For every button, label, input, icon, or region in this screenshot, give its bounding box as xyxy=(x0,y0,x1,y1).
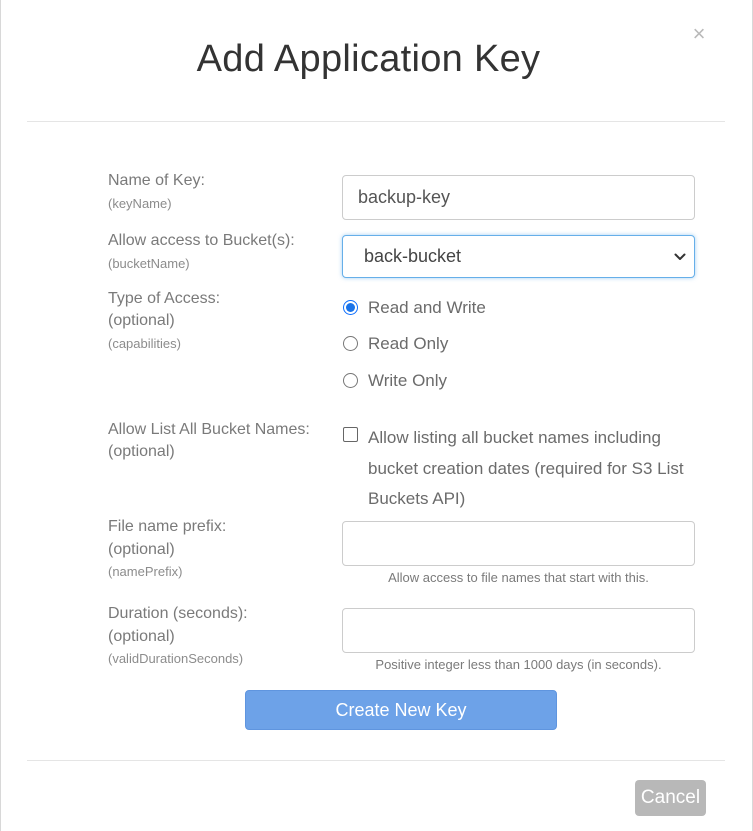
list-all-label: Allow List All Bucket Names: xyxy=(108,421,310,438)
radio-button[interactable] xyxy=(343,373,358,388)
key-name-input[interactable]: backup-key xyxy=(342,175,695,220)
list-all-optional: (optional) xyxy=(108,443,175,460)
header-divider xyxy=(27,121,725,122)
chevron-down-icon xyxy=(674,251,686,263)
radio-label: Read and Write xyxy=(368,298,486,317)
prefix-sublabel: (namePrefix) xyxy=(108,564,183,579)
key-name-label: Name of Key: xyxy=(108,172,205,189)
bucket-sublabel: (bucketName) xyxy=(108,256,190,271)
duration-sublabel: (validDurationSeconds) xyxy=(108,651,244,666)
create-new-key-button[interactable]: Create New Key xyxy=(245,690,557,730)
bucket-select[interactable] xyxy=(342,235,695,278)
close-icon[interactable]: × xyxy=(692,21,706,46)
duration-help-text: Positive integer less than 1000 days (in seconds). xyxy=(375,657,662,672)
bucket-selected-value: back-bucket xyxy=(364,246,462,266)
list-all-checkbox-label[interactable]: Allow listing all bucket names including bucket creation dates (required for S3 List Buckets API) xyxy=(368,428,684,508)
bucket-label: Allow access to Bucket(s): xyxy=(108,232,295,249)
prefix-optional: (optional) xyxy=(108,541,175,558)
key-name-sublabel: (keyName) xyxy=(108,196,172,211)
dialog-title: Add Application Key xyxy=(196,38,541,80)
radio-label: Write Only xyxy=(368,371,448,390)
radio-button[interactable] xyxy=(343,336,358,351)
prefix-input[interactable] xyxy=(342,521,695,566)
radio-button-checked[interactable] xyxy=(343,300,358,315)
footer-divider xyxy=(27,760,725,761)
prefix-help-text: Allow access to file names that start with this. xyxy=(388,570,649,585)
access-label: Type of Access: xyxy=(108,290,221,307)
access-sublabel: (capabilities) xyxy=(108,336,181,351)
radio-label: Read Only xyxy=(368,334,449,353)
list-all-checkbox[interactable] xyxy=(343,427,358,442)
duration-label: Duration (seconds): xyxy=(108,605,248,622)
duration-input[interactable] xyxy=(342,608,695,653)
duration-optional: (optional) xyxy=(108,628,175,645)
access-optional: (optional) xyxy=(108,312,175,329)
prefix-label: File name prefix: xyxy=(108,518,227,535)
cancel-button[interactable]: Cancel xyxy=(635,780,706,816)
